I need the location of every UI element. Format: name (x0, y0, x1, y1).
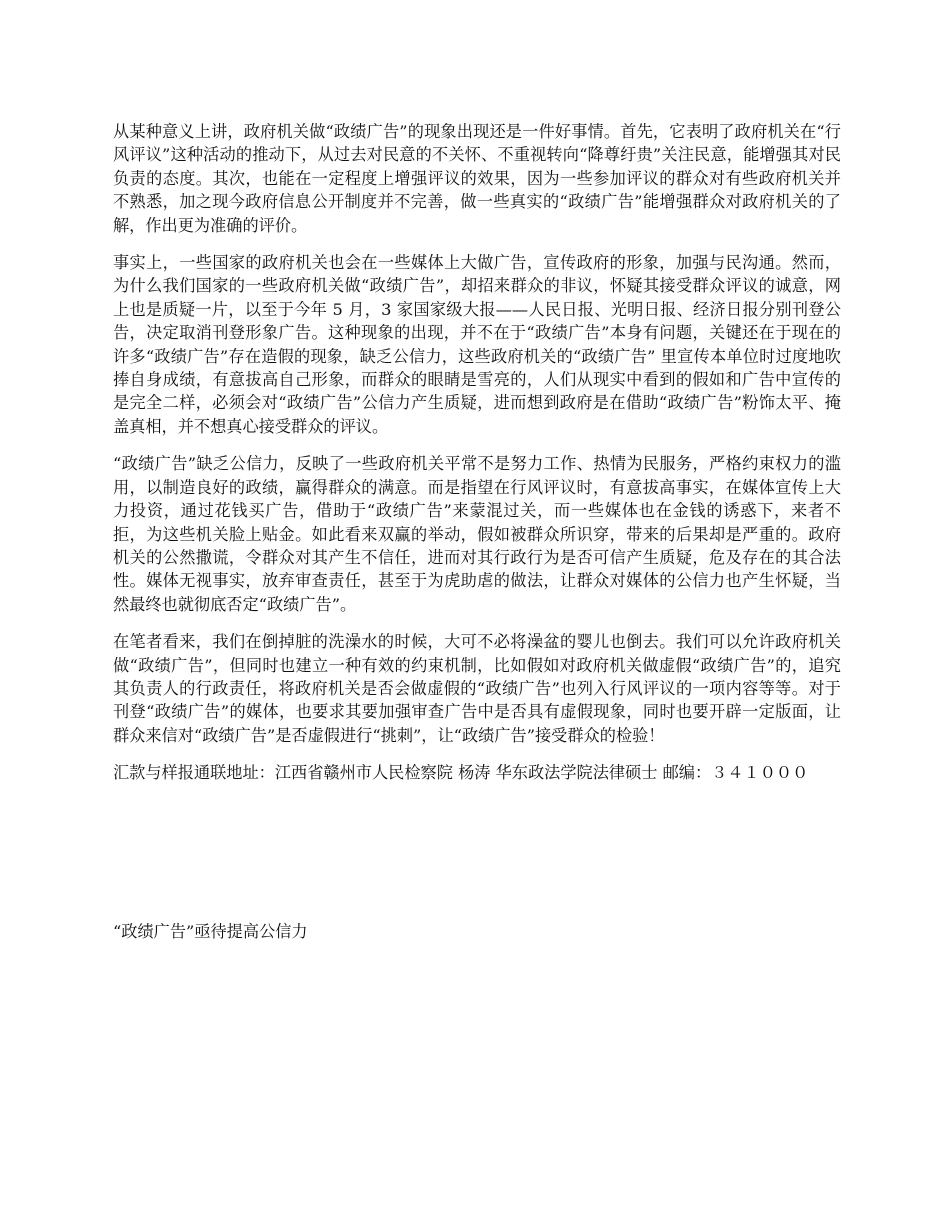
mailing-address: 汇款与样报通联地址：江西省赣州市人民检察院 杨涛 华东政法学院法律硕士 邮编：３４１０００ (113, 763, 809, 783)
document-body (113, 120, 841, 785)
paragraph-2: 事实上，一些国家的政府机关也会在一些媒体上大做广告，宣传政府的形象，加强与民沟通。然而，为什么我们国家的一些政府机关做“政绩广告”，却招来群众的非议，怀疑其接受群众评议的诚意，网上也是质疑一片，以至于今年 5 月，3 家国家级大报——人民日报、光明日报、经济日报分别刊登公告，决定取消刊登形象广告。这种现象的出现，并不在于“政绩广告”本身有问题，关键还在于现在的许多“政绩广告”存在造假的现象，缺乏公信力，这些政府机关的“政绩广告” 里宣传本单位时过度地吹捧自身成绩，有意拔高自己形象，而群众的眼睛是雪亮的，人们从现实中看到的假如和广告中宣传的是完全二样，必须会对“政绩广告”公信力产生质疑，进而想到政府是在借助“政绩广告”粉饰太平、掩盖真相，并不想真心接受群众的评议。 (113, 253, 841, 436)
paragraph-1: 从某种意义上讲，政府机关做“政绩广告”的现象出现还是一件好事情。首先，它表明了政府机关在“行风评议”这种活动的推动下，从过去对民意的不关怀、不重视转向“降尊纡贵”关注民意，能增强其对民负责的态度。其次，也能在一定程度上增强评议的效果，因为一些参加评议的群众对有些政府机关并不熟悉，加之现今政府信息公开制度并不完善，做一些真实的“政绩广告”能增强群众对政府机关的了解，作出更为准确的评价。 (113, 122, 841, 235)
article-title: “政绩广告”亟待提高公信力 (113, 922, 308, 941)
paragraph-4: 在笔者看来，我们在倒掉脏的洗澡水的时候，大可不必将澡盆的婴儿也倒去。我们可以允许政府机关做“政绩广告”，但同时也建立一种有效的约束机制，比如假如对政府机关做虚假“政绩广告”的，追究其负责人的行政责任，将政府机关是否会做虚假的“政绩广告”也列入行风评议的一项内容等等。对于刊登“政绩广告”的媒体，也要求其要加强审查广告中是否具有虚假现象，同时也要开辟一定版面，让群众来信对“政绩广告”是否虚假进行“挑刺”，让“政绩广告”接受群众的检验！ (113, 632, 841, 745)
paragraph-3: “政绩广告”缺乏公信力，反映了一些政府机关平常不是努力工作、热情为民服务，严格约束权力的滥用，以制造良好的政绩，赢得群众的满意。而是指望在行风评议时，有意拔高事实，在媒体宣传上大力投资，通过花钱买广告，借助于“政绩广告”来蒙混过关，而一些媒体也在金钱的诱惑下，来者不拒，为这些机关脸上贴金。如此看来双赢的举动，假如被群众所识穿，带来的后果却是严重的。政府机关的公然撒谎，令群众对其产生不信任，进而对其行政行为是否可信产生质疑，危及存在的其合法性。媒体无视事实，放弃审查责任，甚至于为虎助虐的做法，让群众对媒体的公信力也产生怀疑，当然最终也就彻底否定“政绩广告”。 (113, 454, 841, 614)
